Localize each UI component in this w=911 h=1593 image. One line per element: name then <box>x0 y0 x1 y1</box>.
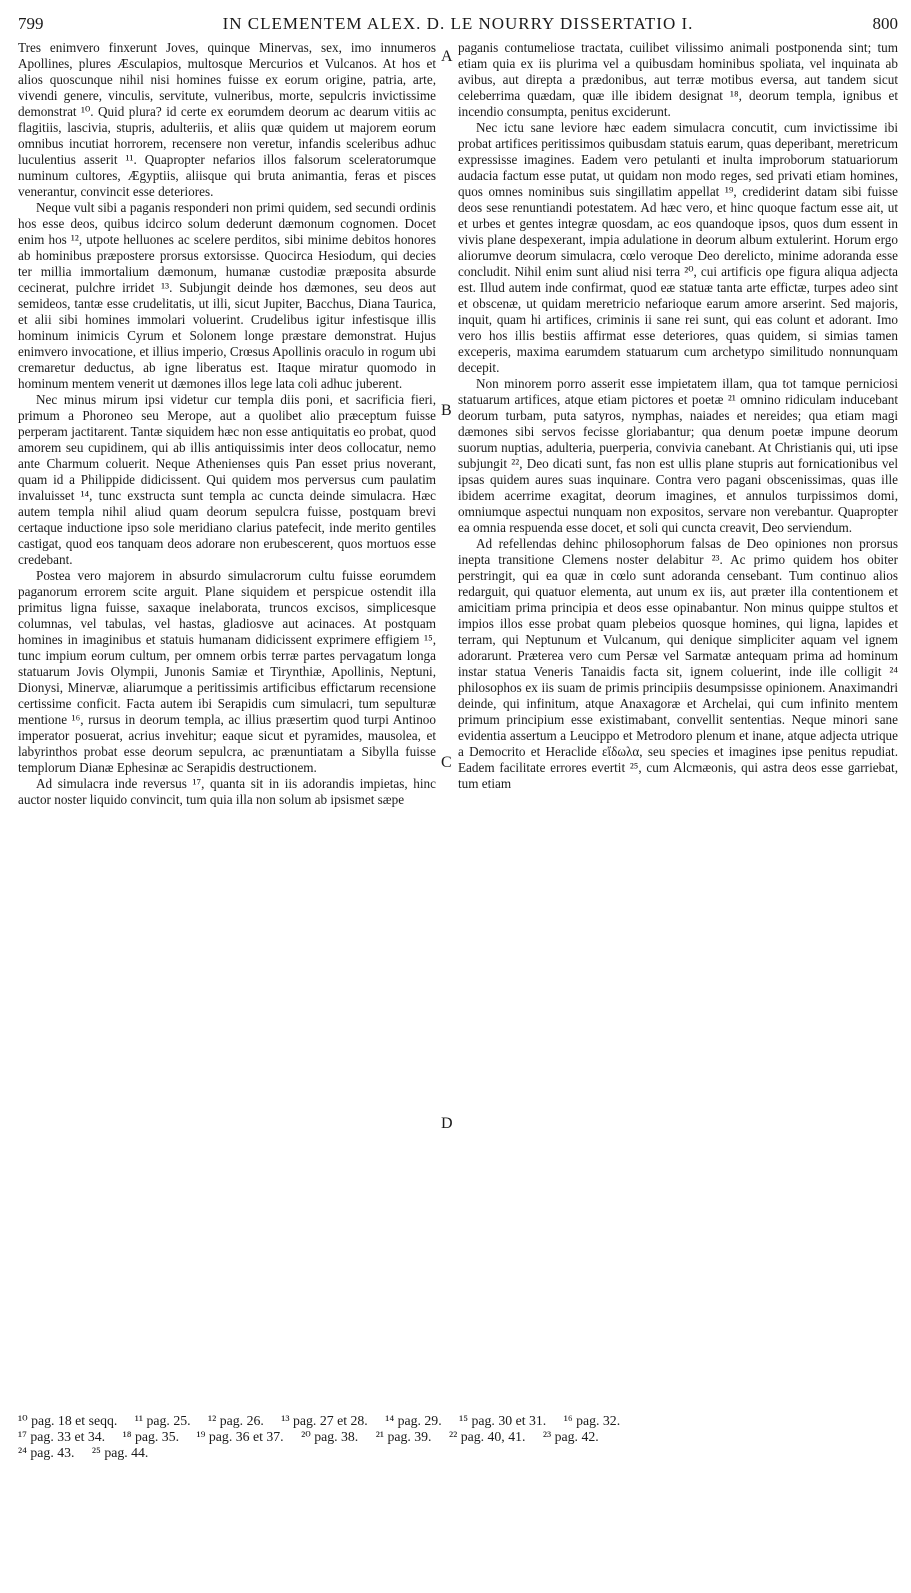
footnotes <box>18 1413 898 1461</box>
footnote: ²³ pag. 42. <box>542 1429 599 1444</box>
footnote: ²⁵ pag. 44. <box>91 1445 149 1460</box>
footnote: ²² pag. 40, 41. <box>448 1429 526 1444</box>
paragraph: Tres enimvero finxerunt Joves, quinque Minervas, sex, imo innumeros Apollines, plures Æsculapios, multosque Mercurios et Vulcanos. At hos et alios quoscunque nihil nisi homines fuisse ex eorum origine, patria, arte, vivendi genere, vinculis, servitute, vulneribus, morte, sepulcris invictissime demonstrat ¹⁰. Quid plura? id certe ex eorumdem deorum ac dearum vitiis ac flagitiis, lascivia, stupris, adulteriis, et aliis quæ quidem ut majorem eorum omnibus incutiat horrorem, recensere non veretur, infandis sceleribus adhuc luculentius asserit ¹¹. Quapropter nefarios illos falsorum sceleratorumque numinum cultores, Ægyptiis, aliisque qui bruta animantia, feras et pisces venerantur, convincit esse deteriores. <box>18 40 436 199</box>
left-column <box>18 40 436 1410</box>
right-column <box>458 40 898 1410</box>
paragraph: Postea vero majorem in absurdo simulacrorum cultu fuisse eorumdem paganorum errorem scite arguit. Plane siquidem et perspicue ostendit illa primitus ligna fuisse, saxaque inelaborata, truncos excisos, simplicesque columnas, vel tabulas, vel hastas, gladiosve aut acinaces. At postquam homines in imaginibus et statuis humanam didicissent exprimere effigiem ¹⁵, tunc impium eorum cultum, per omnem orbis terræ partes pervagatum longa statuarum Jovis Olympii, Junonis Samiæ et Tirynthiæ, Apollinis, Neptuni, Dionysi, Minervæ, aliarumque a peritissimis artificibus effictarum recensione certissime conficit. Facta autem ibi Serapidis cum simulacri, tum sepulturæ mentione ¹⁶, rursus in deorum templa, ac illius præsertim quod turpi Antinoo imperator posuerat, acrius invehitur; eaque sicut et pyramides, mausolea, et labyrinthos probat esse deorum sepulcra, ac prænuntiatam a Sibylla fuisse templorum Dianæ Ephesinæ ac Serapidis destructionem. <box>18 568 436 775</box>
paragraph: Ad refellendas dehinc philosophorum falsas de Deo opiniones non prorsus inepta transitione Clemens noster delabitur ²³. Ac primo quidem hos obiter perstringit, qui ea quæ in cœlo sunt adoranda censebant. Tum continuo alios redarguit, qui quatuor elementa, aut unum ex iis, aut præter illa contentionem et amicitiam prima principia et deos esse opinabantur. Non minus quippe stultos et impios illos esse probat quam plebeios quosque homines, qui ligna, lapides et terram, qui Neptunum et Vulcanum, qui denique simpliciter aquam vel ignem adorarunt. Præterea vero cum Persæ vel Sarmatæ antequam prima ad hominum instar statua Veneris Tanaidis facta sit, ignem coluerint, inde ille colligit ²⁴ philosophos ex iis suam de primis principiis desumpsisse opinionem. Anaximandri deinde, qui infinitum, atque Anaxagoræ et Archelai, qui cum infinito mentem primum principium esse existimabant, convellit sententias. Neque minori sane evidentia assertum a Leucippo et Metrodoro plenum et inane, atque adjecta utrique a Democrito et Heraclide εἴδωλα, seu species et imagines ipse penitus repudiat. Eadem facilitate errores evertit ²⁵, cum Alcmæonis, qui astra deos esse garriebat, tum etiam <box>458 536 898 791</box>
footnote: ²⁰ pag. 38. <box>301 1429 359 1444</box>
margin-letter-c: C <box>441 754 452 771</box>
margin-letter-b: B <box>441 402 452 419</box>
footnote: ¹⁷ pag. 33 et 34. <box>18 1429 106 1444</box>
paragraph: Neque vult sibi a paganis responderi non primi quidem, sed secundi ordinis hos esse deos, quibus idcirco solum dederunt dæmonum cognomen. Docet enim hos ¹², utpote helluones ac scelere perditos, sibi minime debitos honores ab hominibus præposterе prorsus extorsisse. Quocirca Hesiodum, qui decies ter millia immortalium dæmonum, humanæ custodiæ præposita absurde cecinerat, pulchre irridet ¹³. Subjungit deinde hos dæmones, seu deos aut semideos, tantæ esse crudelitatis, ut illi, sicut Jupiter, Bacchus, Diana Taurica, et alii sibi homines immolari voluerint. Crudelibus igitur infestisque illis hominum inimicis Cyrum et Solonem longe præstare demonstrat. Hujus enimvero invocatione, et illius imperio, Crœsus Apollinis oraculo in rogum ubi cremaretur deductus, ab igne liberatus est. Itaque miratur quomodo in hominum mentem venerit ut dæmones illos lege lata coli adhuc juberent. <box>18 200 436 391</box>
page-number-left: 799 <box>18 14 44 33</box>
footnote: ¹⁵ pag. 30 et 31. <box>459 1413 547 1428</box>
footnote: ¹⁹ pag. 36 et 37. <box>196 1429 284 1444</box>
footnote: ¹⁸ pag. 35. <box>122 1429 180 1444</box>
margin-letter-d: D <box>441 1115 453 1132</box>
paragraph: Nec minus mirum ipsi videtur cur templa diis poni, et sacrificia fieri, primum a Phoroneo seu Merope, aut a quolibet alio præceptum fuisse perperam jactitarent. Tantæ siquidem hæc non esse antiquitatis eo probat, quod amorem seu cupidinem, qui ab illis antiquissimis inter deos collocatur, nemo ante Charmum coluerit. Neque Athenienses quis Pan esset prius noverant, quam id a Philippide didicissent. Qui quidem mos perversus cum paulatim invaluisset ¹⁴, tunc exstructa sunt templa ac cuncta deinde simulacra. Hæc autem templa nihil aliud quam deorum sepulcra fuisse, postquam brevi certaque inductione ipso sole meridiano clarius patefecit, inde merito gentiles castigat, quod eos tanquam deos adorare non erubescerent, quos mortuos esse credebant. <box>18 392 436 567</box>
margin-letter-a: A <box>441 48 453 65</box>
page-number-right: 800 <box>872 14 898 33</box>
paragraph: Non minorem porro asserit esse impietatem illam, qua tot tamque perniciosi statuarum artifices, atque etiam pictores et poetæ ²¹ omnino ridiculam inducebant deorum turbam, puta satyros, nymphas, naiades et nereides; qua etiam magi dæmones sibi servos fecisse gloriabantur; qua denum poetæ impune deorum suorum nuptias, adulteria, puerperia, convivia canebant. At Christianis qui, uti ipse subjungit ²², Deo dicati sunt, fas non est ullis plane stupris aut fornicationibus vel ipsas quidem aures suas inquinare. Contra vero pagani obscenissimas, quas ille ibidem acerrime exagitat, deorum imagines, et annulos turpissimos domi, omniumque aspectui nunquam non expositos, servare non verebantur. Quapropter ea omnia respuenda esse docet, et soli qui cuncta creavit, Deo serviendum. <box>458 376 898 535</box>
footnote-row <box>18 1445 898 1461</box>
footnote: ¹¹ pag. 25. <box>134 1413 191 1428</box>
paragraph: paganis contumeliose tractata, cuilibet vilissimo animali postponenda sint; tum etiam quia ex iis plurima vel a quibusdam hominibus spoliata, vel inquinata ab avibus, aut direpta a prædonibus, aut terræ motibus eversa, aut tandem sicut celeberrima quædam, quæ ille ibidem designat ¹⁸, deorum templa, ignibus et incendio consumpta, penitus exciderunt. <box>458 40 898 119</box>
footnote: ¹⁴ pag. 29. <box>385 1413 442 1428</box>
footnote: ¹⁶ pag. 32. <box>563 1413 621 1428</box>
paragraph: Ad simulacra inde reversus ¹⁷, quanta sit in iis adorandis impietas, hinc auctor noster liquido convincit, tum quia illa non solum ab ipsismet sæpe <box>18 776 436 807</box>
footnote: ¹² pag. 26. <box>208 1413 264 1428</box>
footnote: ¹³ pag. 27 et 28. <box>281 1413 368 1428</box>
footnote: ²⁴ pag. 43. <box>18 1445 75 1460</box>
paragraph: Nec ictu sane leviore hæc eadem simulacra concutit, cum invictissime ibi probat artifices peritissimos quibusdam statuis earum, quas deperibant, meretricum expressisse imagines. Eadem vero petulanti et inulta improborum statuariorum audacia factum esse putat, ut quidam non modo reges, sed privati etiam homines, quos omnes nominibus suis singillatim appellat ¹⁹, crediderint datam sibi fuisse deos sese renuntiandi potestatem. Ad hæc vero, et hinc quoque factum esse ait, ut et urbes et gentes integræ quosdam, ac eos quandoque ipsos, quos dum essent in vivis plane despexerant, impia adulatione in deorum album extulerint. Horum ergo aliorumve deorum simulacra, cœlo veroque Deo derelicto, minime adoranda esse concludit. Nihil enim sunt aliud nisi terra ²⁰, cui artificis ope figura aliqua adjecta est. Illud autem inde confirmat, quod eæ statuæ tanta arte effictæ, turpes adeo sint et obscenæ, ut quidam meretricio nefarioque earum amore arserint. Sed majoris, inquit, quam hi artifices, criminis ii sane rei sunt, qui eas colunt et adorant. Imo vero hos illis bestiis affirmat esse deteriores, quas quidem, si simias tamen exceperis, maxima earumdem statuarum cum archetypo similitudo nonnunquam decepit. <box>458 120 898 375</box>
footnote-row <box>18 1429 898 1445</box>
footnote: ¹⁰ pag. 18 et seqq. <box>18 1413 118 1428</box>
running-header <box>18 14 898 40</box>
footnote: ²¹ pag. 39. <box>375 1429 432 1444</box>
footnote-row <box>18 1413 898 1429</box>
page-title: IN CLEMENTEM ALEX. D. LE NOURRY DISSERTATIO I. <box>222 14 694 33</box>
